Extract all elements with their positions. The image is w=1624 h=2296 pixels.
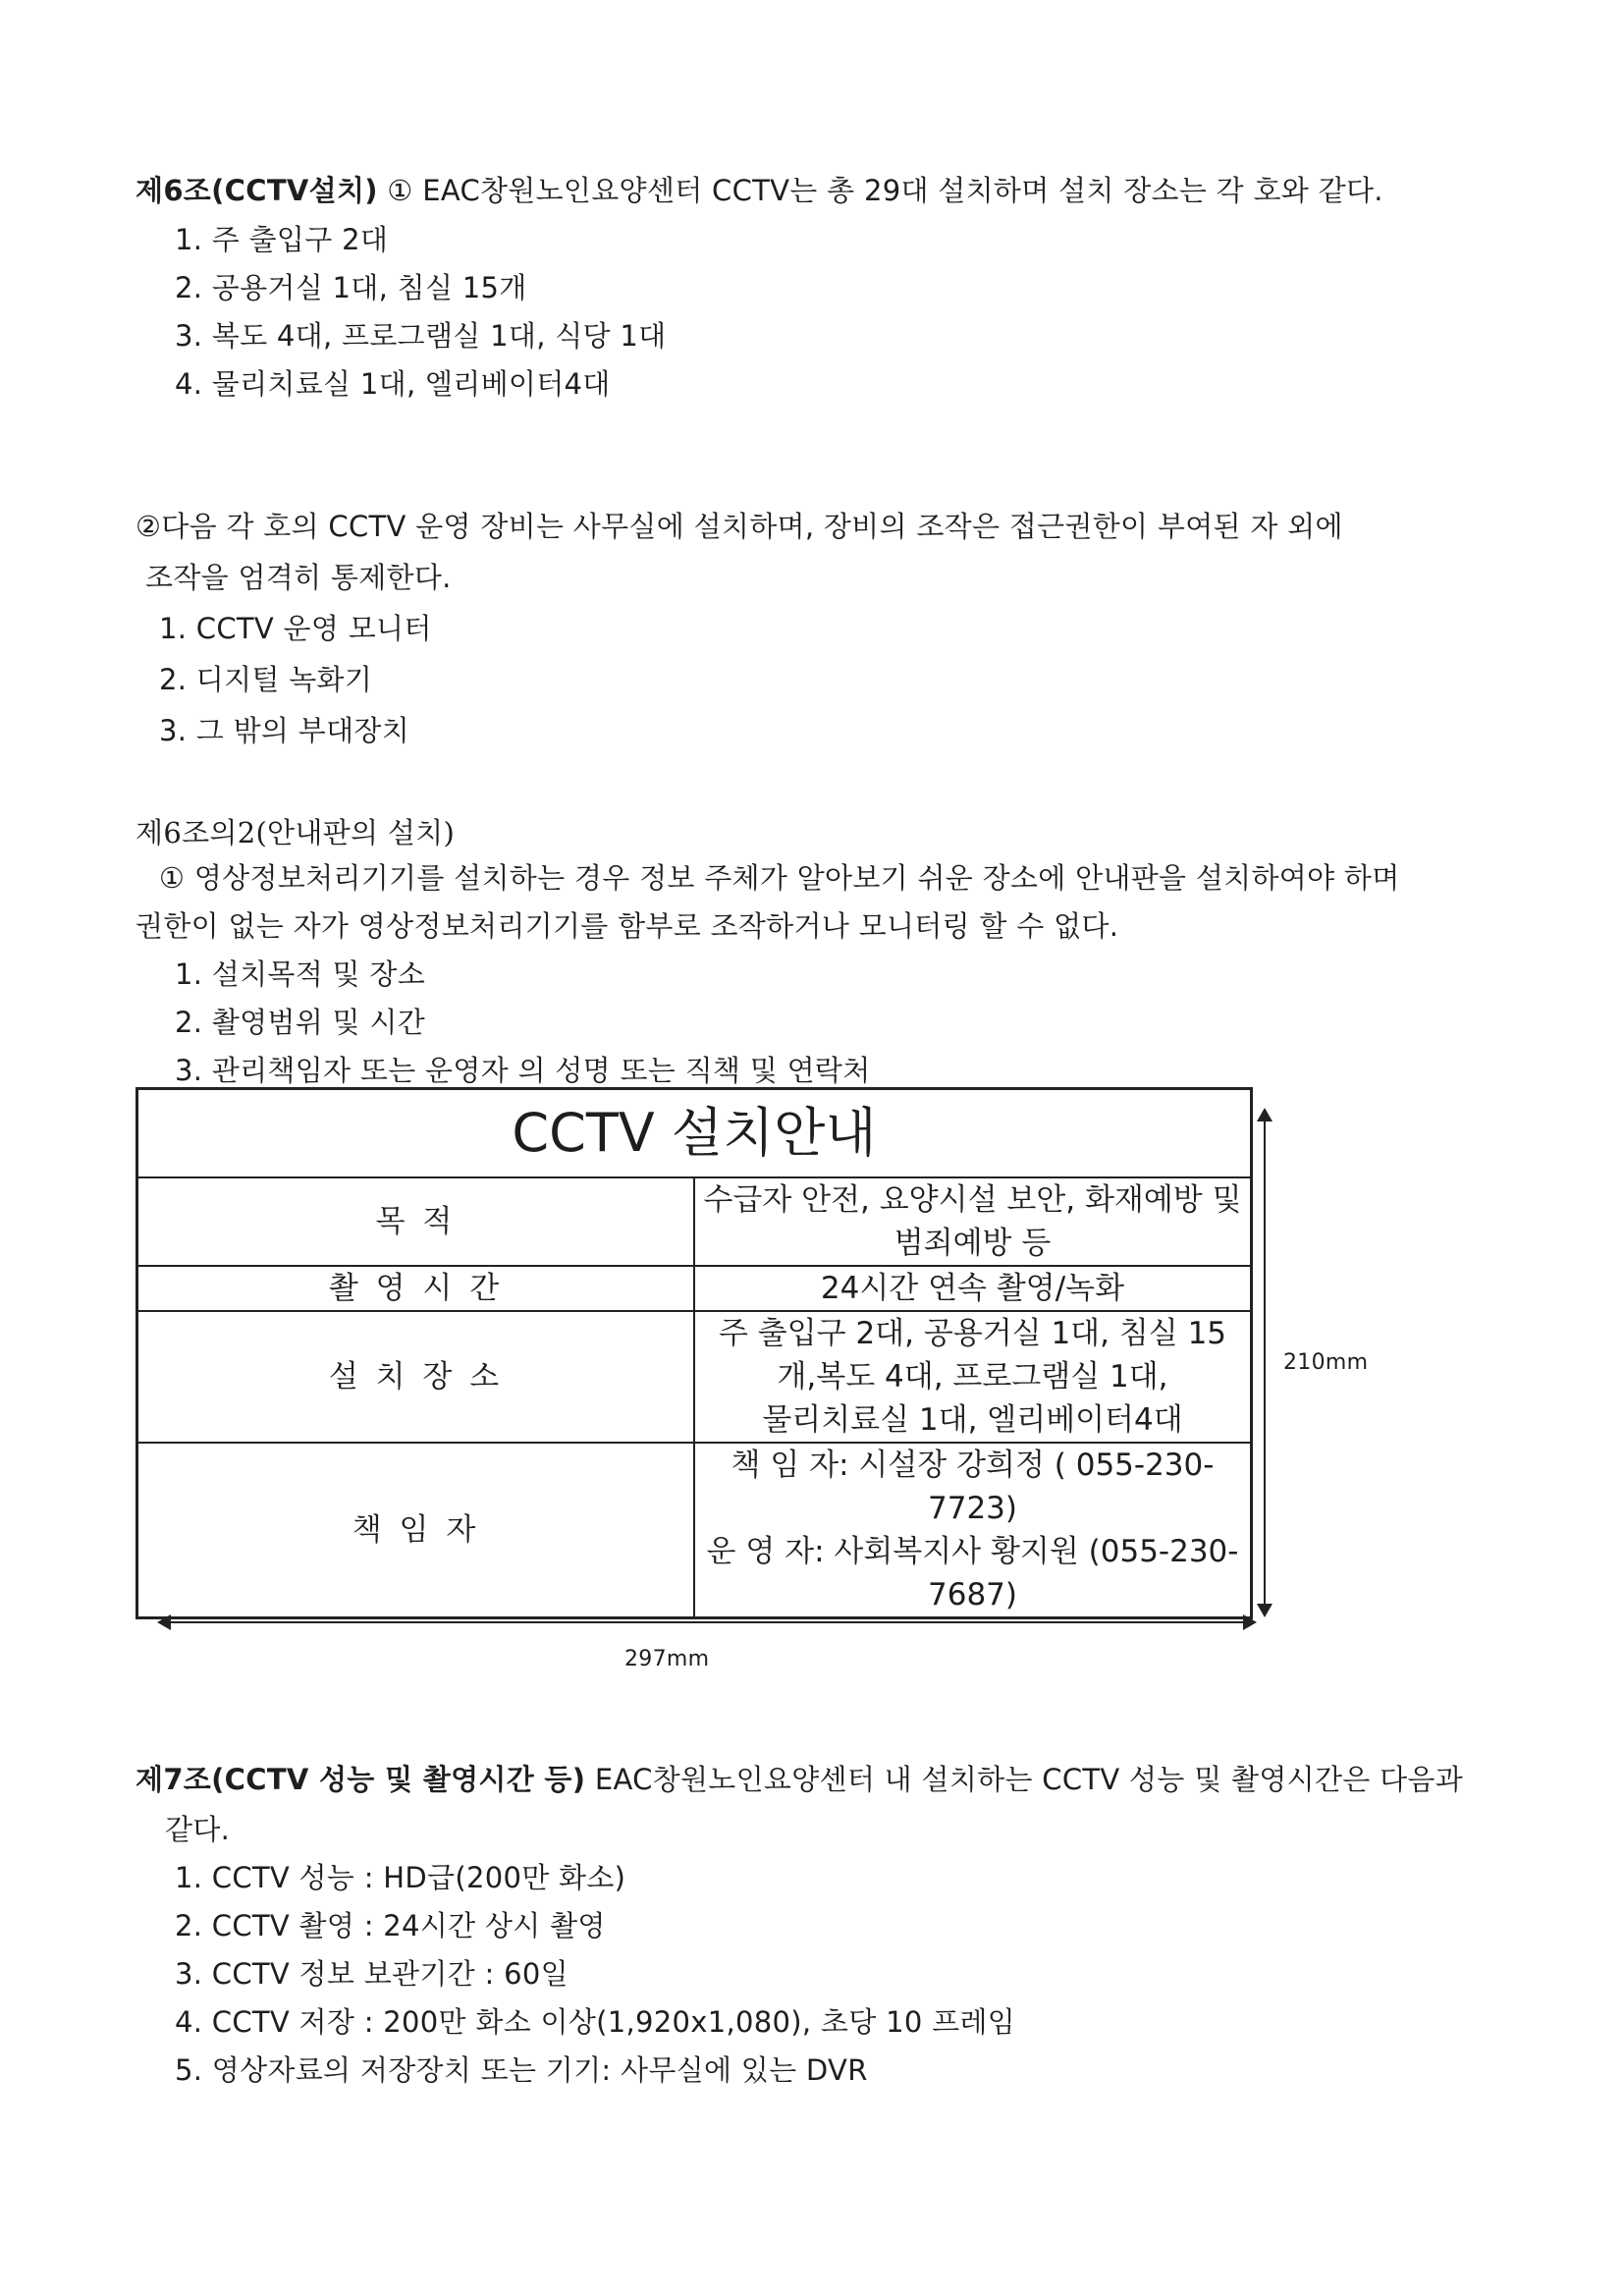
article-6-para2-line1: ②다음 각 호의 CCTV 운영 장비는 사무실에 설치하며, 장비의 조작은 접근권한이 부여된 자 외에: [135, 510, 1343, 543]
place-label: 설 치 장 소: [137, 1311, 695, 1443]
list-item: 1. CCTV 운영 모니터: [159, 612, 432, 645]
article-6-2-line1: ① 영상정보처리기기를 설치하는 경우 정보 주체가 알아보기 쉬운 장소에 안내판을 설치하여야 하며: [159, 861, 1400, 895]
manager-line1: 책 임 자: 시설장 강희정 ( 055-230-7723): [731, 1448, 1215, 1526]
list-item: 3. 복도 4대, 프로그램실 1대, 식당 1대: [175, 319, 667, 353]
article-6-heading: 제6조(CCTV설치): [135, 174, 378, 207]
time-value: 24시간 연속 촬영/녹화: [694, 1266, 1252, 1311]
article-6-text: ① EAC창원노인요양센터 CCTV는 총 29대 설치하며 설치 장소는 각 호와 같다.: [387, 174, 1383, 207]
height-dimension-line: [1264, 1120, 1266, 1607]
list-item: 2. 공용거실 1대, 침실 15개: [175, 271, 527, 304]
list-item: 4. 물리치료실 1대, 엘리베이터4대: [175, 367, 611, 401]
list-item: 5. 영상자료의 저장장치 또는 기기: 사무실에 있는 DVR: [175, 2053, 868, 2087]
manager-label: 책 임 자: [137, 1443, 695, 1618]
article-6-line: [135, 173, 1383, 208]
arrow-up-icon: [1257, 1108, 1272, 1121]
height-dimension-label: 210mm: [1283, 1350, 1369, 1375]
list-item: 4. CCTV 저장 : 200만 화소 이상(1,920x1,080), 초당 10 프레임: [175, 2005, 1016, 2039]
cctv-notice-board: [135, 1087, 1253, 1619]
article-6-2-heading: 제6조의2(안내판의 설치): [135, 816, 456, 849]
list-item: 3. CCTV 정보 보관기간 : 60일: [175, 1957, 568, 1991]
article-7-line: [135, 1762, 1463, 1797]
article-7-text-cont: 같다.: [165, 1813, 231, 1846]
arrow-right-icon: [1243, 1614, 1257, 1630]
place-line2: 물리치료실 1대, 엘리베이터4대: [762, 1402, 1183, 1438]
time-label: 촬 영 시 간: [137, 1266, 695, 1311]
place-line1: 주 출입구 2대, 공용거실 1대, 침실 15개,복도 4대, 프로그램실 1대,: [718, 1316, 1227, 1394]
manager-line2: 운 영 자: 사회복지사 황지원 (055-230-7687): [706, 1534, 1239, 1613]
list-item: 1. 주 출입구 2대: [175, 223, 389, 256]
list-item: 2. CCTV 촬영 : 24시간 상시 촬영: [175, 1909, 606, 1942]
width-dimension-label: 297mm: [624, 1647, 710, 1671]
arrow-left-icon: [157, 1614, 171, 1630]
list-item: 2. 촬영범위 및 시간: [175, 1006, 426, 1039]
list-item: 3. 그 밖의 부대장치: [159, 714, 410, 747]
list-item: 3. 관리책임자 또는 운영자 의 성명 또는 직책 및 연락처: [175, 1054, 871, 1087]
list-item: 2. 디지털 녹화기: [159, 663, 373, 696]
list-item: 1. CCTV 성능 : HD급(200만 화소): [175, 1861, 626, 1894]
width-dimension-line: [169, 1621, 1245, 1623]
article-7-text: EAC창원노인요양센터 내 설치하는 CCTV 성능 및 촬영시간은 다음과: [594, 1763, 1464, 1796]
notice-title: CCTV 설치안내: [137, 1089, 1252, 1178]
article-7-heading: 제7조(CCTV 성능 및 촬영시간 등): [135, 1763, 586, 1796]
manager-value: [694, 1443, 1252, 1618]
purpose-value: 수급자 안전, 요양시설 보안, 화재예방 및 범죄예방 등: [694, 1177, 1252, 1266]
place-value: [694, 1311, 1252, 1443]
purpose-label: 목 적: [137, 1177, 695, 1266]
list-item: 1. 설치목적 및 장소: [175, 957, 426, 991]
article-6-para2-line2: 조작을 엄격히 통제한다.: [145, 561, 452, 594]
arrow-down-icon: [1257, 1604, 1272, 1617]
article-6-2-line2: 권한이 없는 자가 영상정보처리기기를 함부로 조작하거나 모니터링 할 수 없다.: [135, 909, 1119, 943]
